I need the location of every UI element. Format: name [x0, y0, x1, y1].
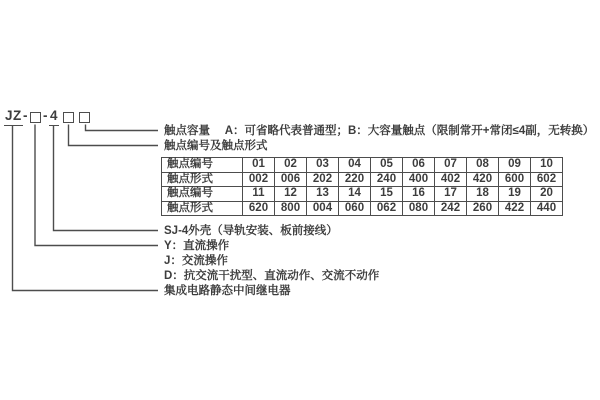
- table-cell: 04: [339, 158, 371, 173]
- callout-operation-ac: J：交流操作: [164, 254, 228, 267]
- table-cell: 062: [371, 201, 403, 216]
- row-header: 触点形式: [162, 201, 243, 216]
- table-cell: 402: [435, 172, 467, 187]
- table-cell: 004: [307, 201, 339, 216]
- table-cell: 242: [435, 201, 467, 216]
- table-cell: 06: [403, 158, 435, 173]
- table-cell: 03: [307, 158, 339, 173]
- callout-product-name: 集成电路静态中间继电器: [164, 284, 291, 297]
- table-cell: 05: [371, 158, 403, 173]
- contact-table: [161, 157, 563, 216]
- table-cell: 260: [467, 201, 499, 216]
- model-prefix: JZ: [4, 108, 23, 126]
- model-separator-1: -: [23, 108, 28, 123]
- callout-operation-dc: Y：直流操作: [164, 239, 230, 252]
- table-cell: 15: [371, 187, 403, 202]
- row-header: 触点编号: [162, 187, 243, 202]
- table-cell: 240: [371, 172, 403, 187]
- table-cell: 220: [339, 172, 371, 187]
- table-cell: 002: [243, 172, 275, 187]
- contact-table-body: [162, 158, 563, 216]
- table-cell: 18: [467, 187, 499, 202]
- contact-table-row: [162, 158, 563, 173]
- table-cell: 01: [243, 158, 275, 173]
- table-cell: 080: [403, 201, 435, 216]
- model-operation-placeholder-box: [30, 112, 41, 123]
- row-header: 触点编号: [162, 158, 243, 173]
- model-case-digit: 4: [49, 108, 59, 126]
- case-callout-line: [54, 126, 159, 231]
- table-cell: 422: [499, 201, 531, 216]
- table-cell: 09: [499, 158, 531, 173]
- table-cell: 16: [403, 187, 435, 202]
- product-callout-line: [13, 126, 159, 291]
- table-cell: 800: [275, 201, 307, 216]
- row-header: 触点形式: [162, 172, 243, 187]
- callout-operation-anti-interference: D：抗交流干扰型、直流动作、交流不动作: [164, 269, 380, 282]
- table-cell: 202: [307, 172, 339, 187]
- table-cell: 006: [275, 172, 307, 187]
- table-cell: 440: [531, 201, 563, 216]
- table-cell: 420: [467, 172, 499, 187]
- table-cell: 400: [403, 172, 435, 187]
- contact-table-row: [162, 201, 563, 216]
- table-cell: 19: [499, 187, 531, 202]
- callout-contact-capacity: 触点容量 A：可省略代表普通型；B：大容量触点（限制常开+常闭≤4副，无转换）: [164, 124, 595, 137]
- model-separator-2: -: [43, 108, 48, 123]
- table-cell: 600: [499, 172, 531, 187]
- table-cell: 12: [275, 187, 307, 202]
- contact-table-row: [162, 172, 563, 187]
- table-cell: 17: [435, 187, 467, 202]
- operation-callout-line: [35, 125, 158, 246]
- table-cell: 602: [531, 172, 563, 187]
- table-cell: 11: [243, 187, 275, 202]
- table-cell: 060: [339, 201, 371, 216]
- model-contact-code-placeholder-box: [63, 112, 74, 123]
- table-cell: 20: [531, 187, 563, 202]
- table-cell: 02: [275, 158, 307, 173]
- table-cell: 08: [467, 158, 499, 173]
- callout-case-type: SJ-4外壳（导轨安装、板前接线）: [164, 224, 338, 237]
- capacity-callout-line: [86, 125, 159, 131]
- contact-code-callout-line: [69, 125, 159, 146]
- callout-contact-code: 触点编号及触点形式: [164, 139, 268, 152]
- contact-table-row: [162, 187, 563, 202]
- table-cell: 620: [243, 201, 275, 216]
- table-cell: 14: [339, 187, 371, 202]
- table-cell: 10: [531, 158, 563, 173]
- model-capacity-placeholder-box: [79, 112, 90, 123]
- table-cell: 07: [435, 158, 467, 173]
- table-cell: 13: [307, 187, 339, 202]
